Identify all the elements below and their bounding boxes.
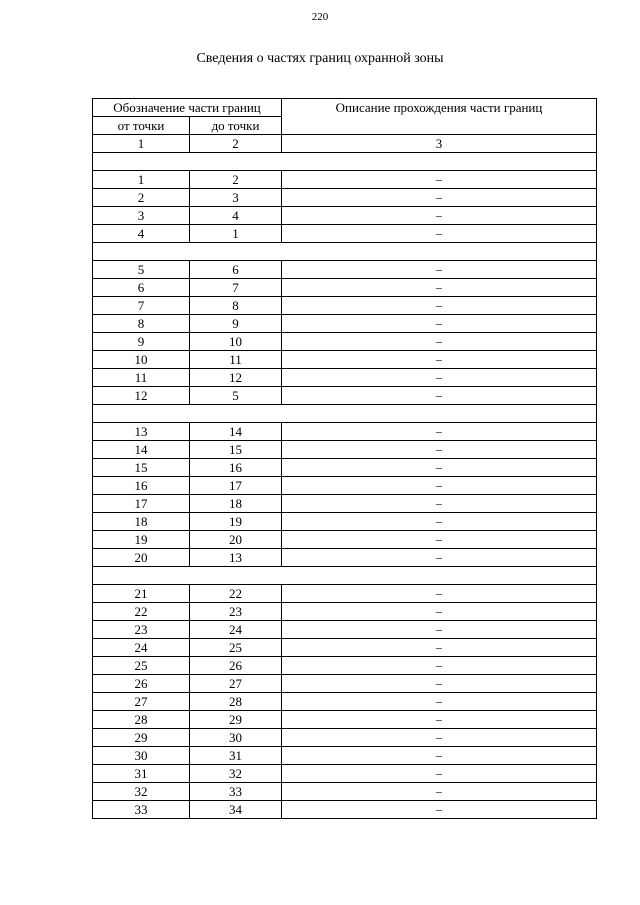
description-cell: – xyxy=(282,729,597,747)
from-point-cell: 32 xyxy=(93,783,190,801)
from-point-cell: 15 xyxy=(93,459,190,477)
from-point-cell: 8 xyxy=(93,315,190,333)
description-cell: – xyxy=(282,495,597,513)
from-point-cell: 16 xyxy=(93,477,190,495)
to-point-cell: 17 xyxy=(190,477,282,495)
description-cell: – xyxy=(282,747,597,765)
from-point-cell: 5 xyxy=(93,261,190,279)
table-row xyxy=(93,765,597,783)
table-row xyxy=(93,783,597,801)
table-row xyxy=(93,459,597,477)
section-separator xyxy=(93,153,597,171)
section-separator xyxy=(93,243,597,261)
table-row xyxy=(93,675,597,693)
to-point-cell: 9 xyxy=(190,315,282,333)
from-point-cell: 3 xyxy=(93,207,190,225)
page-number: 220 xyxy=(311,11,329,23)
section-separator-row xyxy=(93,153,597,171)
table-row xyxy=(93,477,597,495)
description-cell: – xyxy=(282,333,597,351)
table-row xyxy=(93,639,597,657)
to-point-cell: 4 xyxy=(190,207,282,225)
from-point-cell: 10 xyxy=(93,351,190,369)
table-row xyxy=(93,315,597,333)
table-row xyxy=(93,585,597,603)
table-row xyxy=(93,423,597,441)
section-separator xyxy=(93,567,597,585)
from-point-cell: 13 xyxy=(93,423,190,441)
to-point-cell: 26 xyxy=(190,657,282,675)
from-point-cell: 12 xyxy=(93,387,190,405)
from-point-cell: 21 xyxy=(93,585,190,603)
table-row xyxy=(93,711,597,729)
description-cell: – xyxy=(282,459,597,477)
table-row xyxy=(93,297,597,315)
to-point-cell: 2 xyxy=(190,171,282,189)
section-separator-row xyxy=(93,567,597,585)
table-row xyxy=(93,261,597,279)
from-point-cell: 14 xyxy=(93,441,190,459)
description-cell: – xyxy=(282,765,597,783)
table-row xyxy=(93,441,597,459)
document-title: Сведения о частях границ охранной зоны xyxy=(196,51,444,66)
from-point-cell: 29 xyxy=(93,729,190,747)
table-row xyxy=(93,693,597,711)
header-to-point: до точки xyxy=(190,117,282,135)
table-row xyxy=(93,729,597,747)
to-point-cell: 29 xyxy=(190,711,282,729)
from-point-cell: 30 xyxy=(93,747,190,765)
description-cell: – xyxy=(282,261,597,279)
from-point-cell: 22 xyxy=(93,603,190,621)
section-separator xyxy=(93,405,597,423)
description-cell: – xyxy=(282,207,597,225)
from-point-cell: 18 xyxy=(93,513,190,531)
to-point-cell: 16 xyxy=(190,459,282,477)
to-point-cell: 27 xyxy=(190,675,282,693)
from-point-cell: 33 xyxy=(93,801,190,819)
description-cell: – xyxy=(282,603,597,621)
table-row xyxy=(93,279,597,297)
table-row xyxy=(93,603,597,621)
description-cell: – xyxy=(282,693,597,711)
from-point-cell: 6 xyxy=(93,279,190,297)
description-cell: – xyxy=(282,639,597,657)
to-point-cell: 1 xyxy=(190,225,282,243)
from-point-cell: 17 xyxy=(93,495,190,513)
table-row xyxy=(93,225,597,243)
to-point-cell: 19 xyxy=(190,513,282,531)
to-point-cell: 23 xyxy=(190,603,282,621)
column-number: 3 xyxy=(282,135,597,153)
header-boundary-designation: Обозначение части границ xyxy=(93,99,282,117)
to-point-cell: 22 xyxy=(190,585,282,603)
description-cell: – xyxy=(282,801,597,819)
header-from-point: от точки xyxy=(93,117,190,135)
description-cell: – xyxy=(282,225,597,243)
from-point-cell: 11 xyxy=(93,369,190,387)
table-row xyxy=(93,657,597,675)
from-point-cell: 2 xyxy=(93,189,190,207)
description-cell: – xyxy=(282,369,597,387)
description-cell: – xyxy=(282,657,597,675)
description-cell: – xyxy=(282,315,597,333)
from-point-cell: 26 xyxy=(93,675,190,693)
table-row xyxy=(93,621,597,639)
description-cell: – xyxy=(282,279,597,297)
description-cell: – xyxy=(282,171,597,189)
table-row xyxy=(93,207,597,225)
column-number: 2 xyxy=(190,135,282,153)
to-point-cell: 34 xyxy=(190,801,282,819)
from-point-cell: 20 xyxy=(93,549,190,567)
from-point-cell: 31 xyxy=(93,765,190,783)
description-cell: – xyxy=(282,351,597,369)
to-point-cell: 18 xyxy=(190,495,282,513)
from-point-cell: 27 xyxy=(93,693,190,711)
from-point-cell: 19 xyxy=(93,531,190,549)
description-cell: – xyxy=(282,675,597,693)
to-point-cell: 15 xyxy=(190,441,282,459)
to-point-cell: 13 xyxy=(190,549,282,567)
to-point-cell: 33 xyxy=(190,783,282,801)
to-point-cell: 6 xyxy=(190,261,282,279)
table-row xyxy=(93,351,597,369)
table-row xyxy=(93,387,597,405)
description-cell: – xyxy=(282,531,597,549)
table-row xyxy=(93,495,597,513)
from-point-cell: 23 xyxy=(93,621,190,639)
table-row xyxy=(93,531,597,549)
table-row xyxy=(93,189,597,207)
to-point-cell: 7 xyxy=(190,279,282,297)
description-cell: – xyxy=(282,549,597,567)
section-separator-row xyxy=(93,243,597,261)
to-point-cell: 31 xyxy=(190,747,282,765)
description-cell: – xyxy=(282,297,597,315)
description-cell: – xyxy=(282,621,597,639)
from-point-cell: 1 xyxy=(93,171,190,189)
to-point-cell: 5 xyxy=(190,387,282,405)
to-point-cell: 12 xyxy=(190,369,282,387)
column-number: 1 xyxy=(93,135,190,153)
to-point-cell: 10 xyxy=(190,333,282,351)
description-cell: – xyxy=(282,783,597,801)
section-separator-row xyxy=(93,405,597,423)
description-cell: – xyxy=(282,477,597,495)
to-point-cell: 3 xyxy=(190,189,282,207)
description-cell: – xyxy=(282,387,597,405)
table-row xyxy=(93,369,597,387)
boundary-parts-table xyxy=(92,98,597,819)
table-row xyxy=(93,747,597,765)
column-number-row xyxy=(93,135,597,153)
table-row xyxy=(93,549,597,567)
description-cell: – xyxy=(282,711,597,729)
description-cell: – xyxy=(282,189,597,207)
table-row xyxy=(93,171,597,189)
header-boundary-description: Описание прохождения части границ xyxy=(282,99,597,135)
to-point-cell: 11 xyxy=(190,351,282,369)
to-point-cell: 8 xyxy=(190,297,282,315)
to-point-cell: 14 xyxy=(190,423,282,441)
to-point-cell: 28 xyxy=(190,693,282,711)
to-point-cell: 25 xyxy=(190,639,282,657)
description-cell: – xyxy=(282,441,597,459)
description-cell: – xyxy=(282,423,597,441)
description-cell: – xyxy=(282,585,597,603)
table-row xyxy=(93,333,597,351)
description-cell: – xyxy=(282,513,597,531)
to-point-cell: 32 xyxy=(190,765,282,783)
to-point-cell: 20 xyxy=(190,531,282,549)
from-point-cell: 9 xyxy=(93,333,190,351)
to-point-cell: 30 xyxy=(190,729,282,747)
to-point-cell: 24 xyxy=(190,621,282,639)
table-row xyxy=(93,801,597,819)
from-point-cell: 24 xyxy=(93,639,190,657)
from-point-cell: 28 xyxy=(93,711,190,729)
from-point-cell: 4 xyxy=(93,225,190,243)
from-point-cell: 7 xyxy=(93,297,190,315)
from-point-cell: 25 xyxy=(93,657,190,675)
table-row xyxy=(93,513,597,531)
